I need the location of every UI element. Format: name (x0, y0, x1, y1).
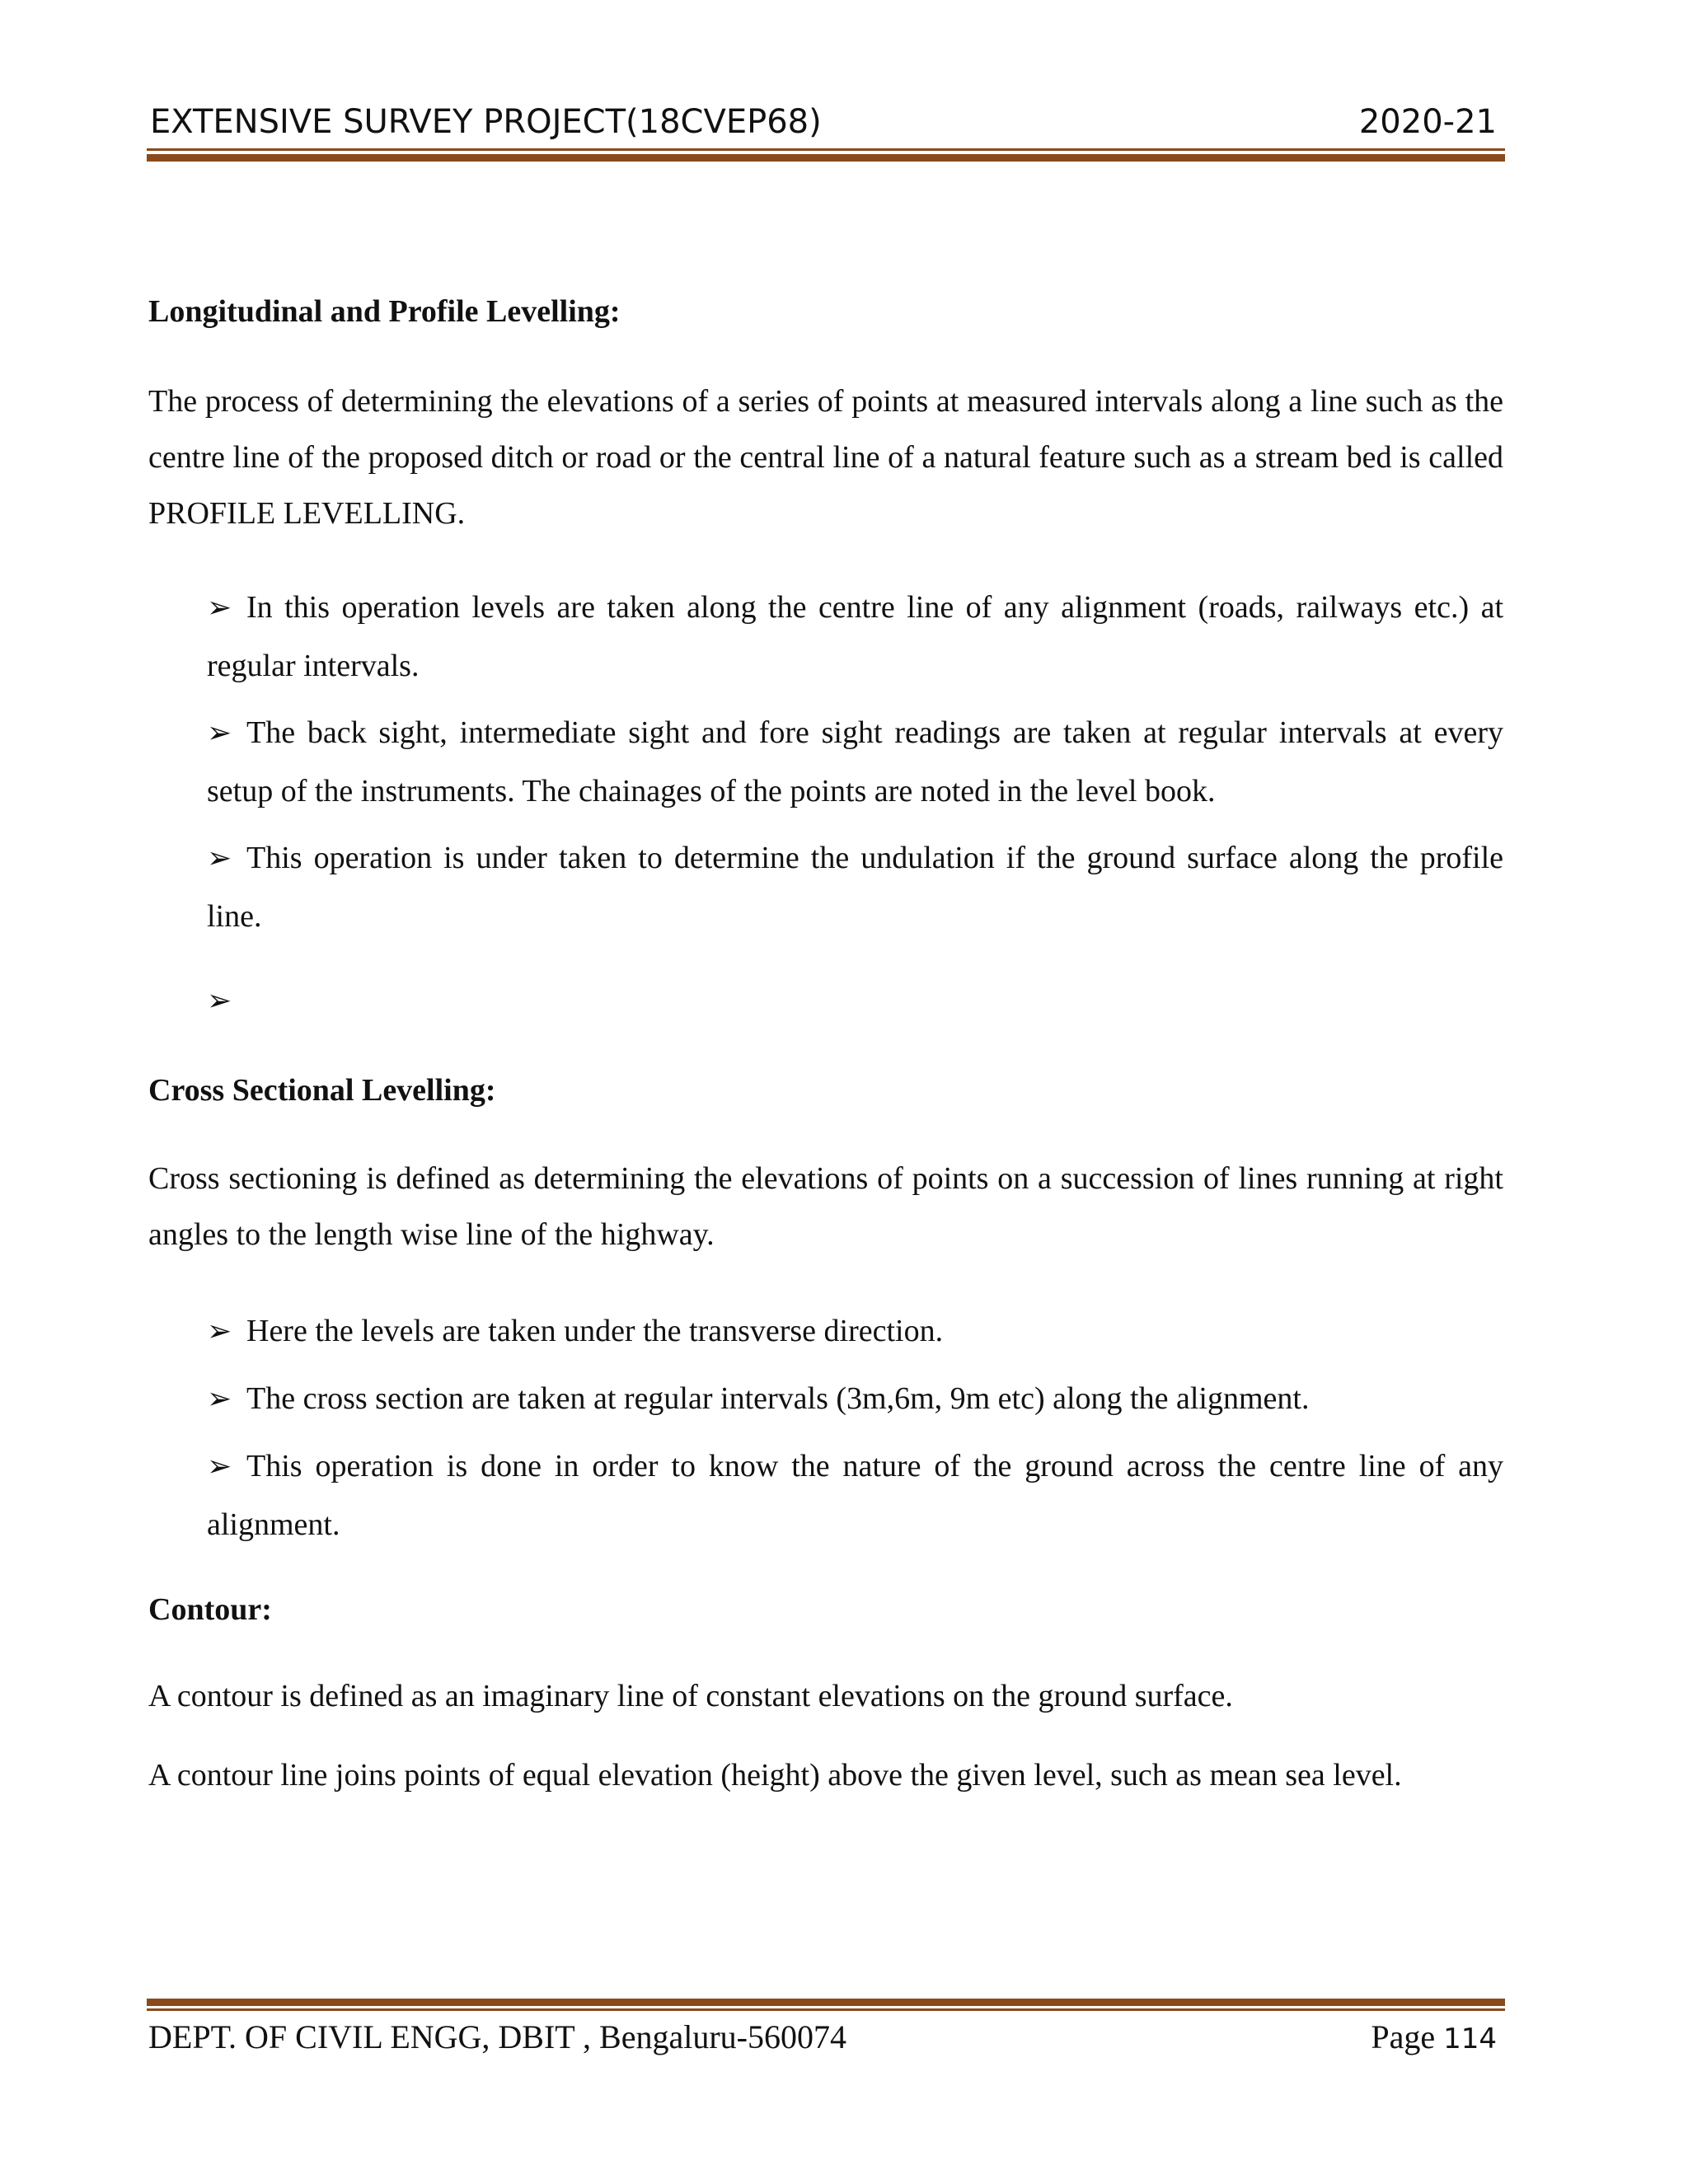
bullet-text: The back sight, intermediate sight and fore sight readings are taken at regular intervals at every setup of the instruments. The chainages of the points are noted in the level book. (207, 715, 1503, 808)
arrow-bullet-icon: ➢ (207, 591, 232, 625)
header-title: EXTENSIVE SURVEY PROJECT(18CVEP68) (150, 103, 822, 141)
bullet-text: This operation is under taken to determine the undulation if the ground surface along the profile line. (207, 841, 1503, 934)
bullet-item (207, 1437, 1503, 1554)
page-label: Page (1371, 2018, 1436, 2055)
header-rule-thin (147, 148, 1505, 151)
bullet-text: Here the levels are taken under the transverse direction. (246, 1314, 944, 1348)
section-heading-longitudinal: Longitudinal and Profile Levelling: (148, 294, 621, 329)
footer-rule-thick (147, 1999, 1505, 2006)
bullet-item (207, 1302, 1503, 1361)
paragraph-contour-definition: A contour is defined as an imaginary line of constant elevations on the ground surface. (148, 1679, 1233, 1713)
bullet-item (207, 579, 1503, 695)
bullet-text: The cross section are taken at regular intervals (3m,6m, 9m etc) along the alignment. (246, 1381, 1310, 1416)
bullet-text: This operation is done in order to know the nature of the ground across the centre line of any alignment. (207, 1449, 1503, 1542)
header-rule-thick (147, 154, 1505, 162)
header-year: 2020-21 (1358, 103, 1497, 141)
section-heading-contour: Contour: (148, 1592, 272, 1627)
bullet-item (207, 829, 1503, 945)
bullet-item (207, 1370, 1503, 1428)
footer-department: DEPT. OF CIVIL ENGG, DBIT , Bengaluru-560074 (148, 2018, 846, 2055)
section-heading-cross-sectional: Cross Sectional Levelling: (148, 1073, 496, 1108)
paragraph-cross-sectioning: Cross sectioning is defined as determining the elevations of points on a succession of lines running at right angles to the length wise line of the highway. (148, 1161, 1503, 1252)
footer-page (1371, 2013, 1497, 2064)
footer-rule-thin (147, 2008, 1505, 2011)
arrow-bullet-icon: ➢ (207, 984, 232, 1018)
page-header (148, 97, 1503, 147)
empty-bullet-item (207, 980, 246, 1022)
arrow-bullet-icon: ➢ (207, 1315, 232, 1348)
arrow-bullet-icon: ➢ (207, 841, 232, 875)
bullet-text: In this operation levels are taken along the centre line of any alignment (roads, railways etc.) at regular intervals. (207, 590, 1503, 683)
paragraph-contour-line: A contour line joins points of equal elevation (height) above the given level, such as mean sea level. (148, 1758, 1402, 1793)
arrow-bullet-icon: ➢ (207, 1382, 232, 1416)
page-number: 114 (1443, 2022, 1497, 2055)
arrow-bullet-icon: ➢ (207, 1450, 232, 1483)
bullet-item (207, 704, 1503, 820)
paragraph-profile-levelling: The process of determining the elevations of a series of points at measured intervals along a line such as the centre line of the proposed ditch or road or the central line of a natural feature such as a stream bed is called PROFILE LEVELLING. (148, 384, 1503, 531)
arrow-bullet-icon: ➢ (207, 716, 232, 750)
